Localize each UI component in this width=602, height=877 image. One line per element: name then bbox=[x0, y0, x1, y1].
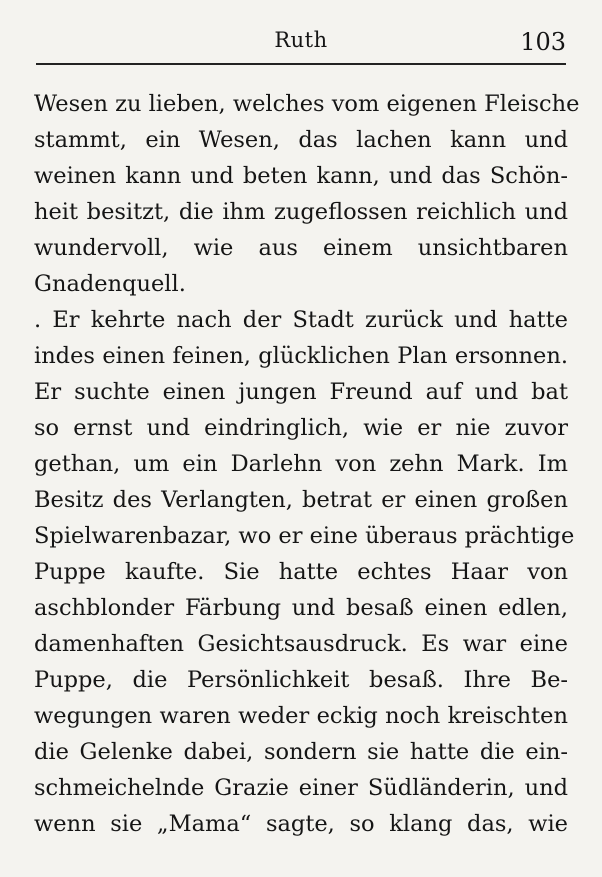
header-rule bbox=[36, 63, 566, 65]
text-line: Gnadenquell. bbox=[34, 271, 186, 297]
text-line: heit besitzt, die ihm zugeflossen reichlich und bbox=[34, 199, 568, 225]
running-title: Ruth bbox=[274, 28, 328, 52]
text-line: aschblonder Färbung und besaß einen edlen, bbox=[34, 595, 568, 621]
text-line: Besitz des Verlangten, betrat er einen großen bbox=[34, 487, 568, 513]
text-line: stammt, ein Wesen, das lachen kann und bbox=[34, 127, 568, 153]
page-number: 103 bbox=[520, 28, 566, 56]
page-header bbox=[36, 28, 566, 60]
text-line: indes einen feinen, glücklichen Plan ersonnen. bbox=[34, 343, 568, 369]
text-line: Puppe, die Persönlichkeit besaß. Ihre Be- bbox=[34, 667, 568, 693]
text-line: weinen kann und beten kann, und das Schön- bbox=[34, 163, 568, 189]
body-text bbox=[34, 86, 580, 842]
text-line: damenhaften Gesichtsausdruck. Es war eine bbox=[34, 631, 568, 657]
text-line: Puppe kaufte. Sie hatte echtes Haar von bbox=[34, 559, 568, 585]
text-line: gethan, um ein Darlehn von zehn Mark. Im bbox=[34, 451, 568, 477]
text-line: wegungen waren weder eckig noch kreischten bbox=[34, 703, 568, 729]
text-line: Er suchte einen jungen Freund auf und bat bbox=[34, 379, 568, 405]
text-line: wenn sie „Mama“ sagte, so klang das, wie bbox=[34, 811, 568, 837]
text-line: die Gelenke dabei, sondern sie hatte die ein- bbox=[34, 739, 568, 765]
text-line: Wesen zu lieben, welches vom eigenen Fleische bbox=[34, 91, 580, 117]
text-line: Spielwarenbazar, wo er eine überaus prächtige bbox=[34, 523, 575, 549]
text-line: . Er kehrte nach der Stadt zurück und hatte bbox=[34, 307, 568, 333]
text-line: schmeichelnde Grazie einer Südländerin, und bbox=[34, 775, 568, 801]
text-line: wundervoll, wie aus einem unsichtbaren bbox=[34, 235, 568, 261]
text-line: so ernst und eindringlich, wie er nie zuvor bbox=[34, 415, 568, 441]
